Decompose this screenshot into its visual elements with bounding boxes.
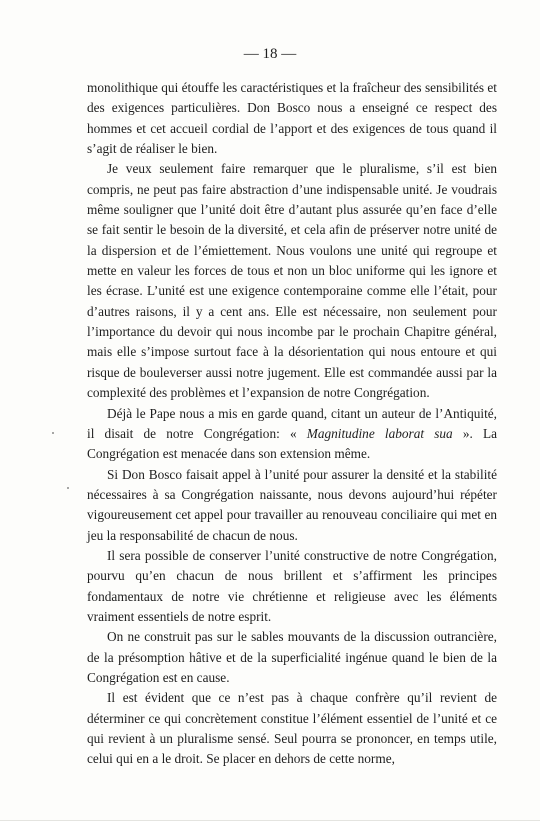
- scan-speck: [67, 487, 69, 489]
- body-text: [87, 78, 497, 770]
- paragraph-pope-warning: [87, 404, 497, 465]
- paragraph-pluralism-unity: Je veux seulement faire remarquer que le pluralisme, s’il est bien compris, ne peut pas faire abstraction d’une indispensable unité. Je voudrais même souligner que l’unité doit être d’autant plus assurée qu’en face d’elle se fait sentir le besoin de la diversité, et cela afin de préserver notre unité de la dispersion et de l’émiettement. Nous voulons une unité qui regroupe et mette en valeur les forces de tous et non un bloc uniforme qui les ignore et les écrase. L’unité est une exigence contemporaine comme elle l’était, pour d’autres raisons, il y a cent ans. Elle est nécessaire, non seulement pour l’importance du devoir qui nous incombe par le prochain Chapitre général, mais elle s’impose surtout face à la désorientation qui nous entoure et qui risque de bouleverser aussi notre jugement. Elle est commandée aussi par la complexité des problèmes et l’expansion de notre Congrégation.: [87, 161, 497, 401]
- paragraph-continuation: monolithique qui étouffe les caractéristiques et la fraîcheur des sensibilités et des exigences particulières. Don Bosco nous a enseigné ce respect des hommes et cet accueil cordial de l’apport et des exigences de tous quand il s’agit de réaliser le bien.: [87, 80, 497, 157]
- latin-quote: Magnitudine laborat sua: [306, 425, 453, 441]
- paragraph-essential-element: Il est évident que ce n’est pas à chaque confrère qu’il revient de déterminer ce qui concrètement constitue l’élément essentiel de l’unité et ce qui revient à un pluralisme sensé. Seul pourra se prononcer, en temps utile, celui qui en a le droit. Se placer en dehors de cette norme,: [87, 690, 497, 767]
- paragraph-moving-sands: On ne construit pas sur le sables mouvants de la discussion outrancière, de la présomption hâtive et de la superficialité ingénue quand le bien de la Congrégation est en cause.: [87, 629, 497, 685]
- pope-warning-text-start: Déjà le Pape nous a mis en garde quand, citant un auteur de l’Antiquité, il disait de notre Congrégation: «: [87, 405, 497, 441]
- page-number: — 18 —: [243, 46, 297, 62]
- pope-warning-text-end: ». La Congrégation est menacée dans son extension même.: [87, 425, 497, 462]
- paragraph-don-bosco-appeal: Si Don Bosco faisait appel à l’unité pour assurer la densité et la stabilité nécessaires à sa Congrégation naissante, nous devons aujourd’hui répéter vigoureusement cet appel pour travailler au renouveau conciliaire qui met en jeu la responsabilité de chacun de nous.: [87, 466, 497, 543]
- scan-speck: [52, 432, 54, 434]
- paragraph-constructive-unity: Il sera possible de conserver l’unité constructive de notre Congrégation, pourvu qu’en chacun de nous brillent et s’affirment les principes fondamentaux de notre vie chrétienne et religieuse avec les éléments vraiment essentiels de notre esprit.: [87, 547, 497, 624]
